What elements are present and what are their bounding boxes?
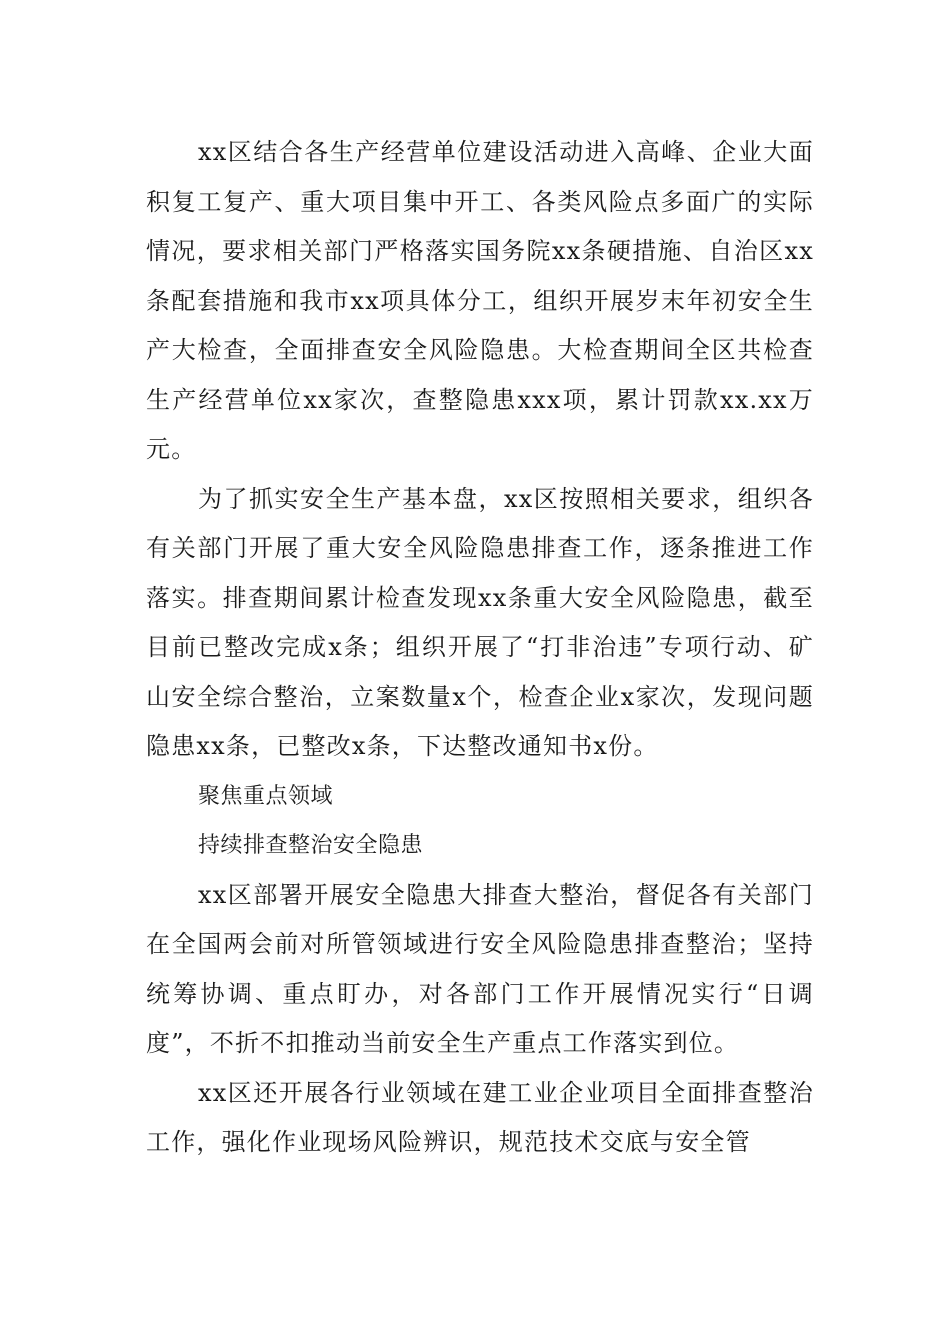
paragraph-construction-projects: xx区还开展各行业领域在建工业企业项目全面排查整治工作，强化作业现场风险辨识，规范技术交底与安全管: [146, 1078, 814, 1156]
section-subheading-hazard-rectification: 持续排查整治安全隐患: [198, 833, 424, 858]
paragraph-major-risk-investigation: 为了抓实安全生产基本盘，xx区按照相关要求，组织各有关部门开展了重大安全风险隐患排查工作，逐条推进工作落实。排查期间累计检查发现xx条重大安全风险隐患，截至目前已整改完成x条；组织开展了“打非治违”专项行动、矿山安全综合整治，立案数量x个，检查企业x家次，发现问题隐患xx条，已整改x条，下达整改通知书x份。: [146, 484, 814, 760]
paragraph-hazard-deployment: xx区部署开展安全隐患大排查大整治，督促各有关部门在全国两会前对所管领域进行安全风险隐患排查整治；坚持统筹协调、重点盯办，对各部门工作开展情况实行“日调度”，不折不扣推动当前安全生产重点工作落实到位。: [146, 880, 814, 1057]
section-heading-focus-areas: 聚焦重点领域: [198, 783, 334, 809]
paragraph-inspection-overview: xx区结合各生产经营单位建设活动进入高峰、企业大面积复工复产、重大项目集中开工、各类风险点多面广的实际情况，要求相关部门严格落实国务院xx条硬措施、自治区xx条配套措施和我市xx项具体分工，组织开展岁末年初安全生产大检查，全面排查安全风险隐患。大检查期间全区共检查生产经营单位xx家次，查整隐患xxx项，累计罚款xx.xx万元。: [146, 138, 814, 463]
document-body: [146, 128, 814, 1168]
